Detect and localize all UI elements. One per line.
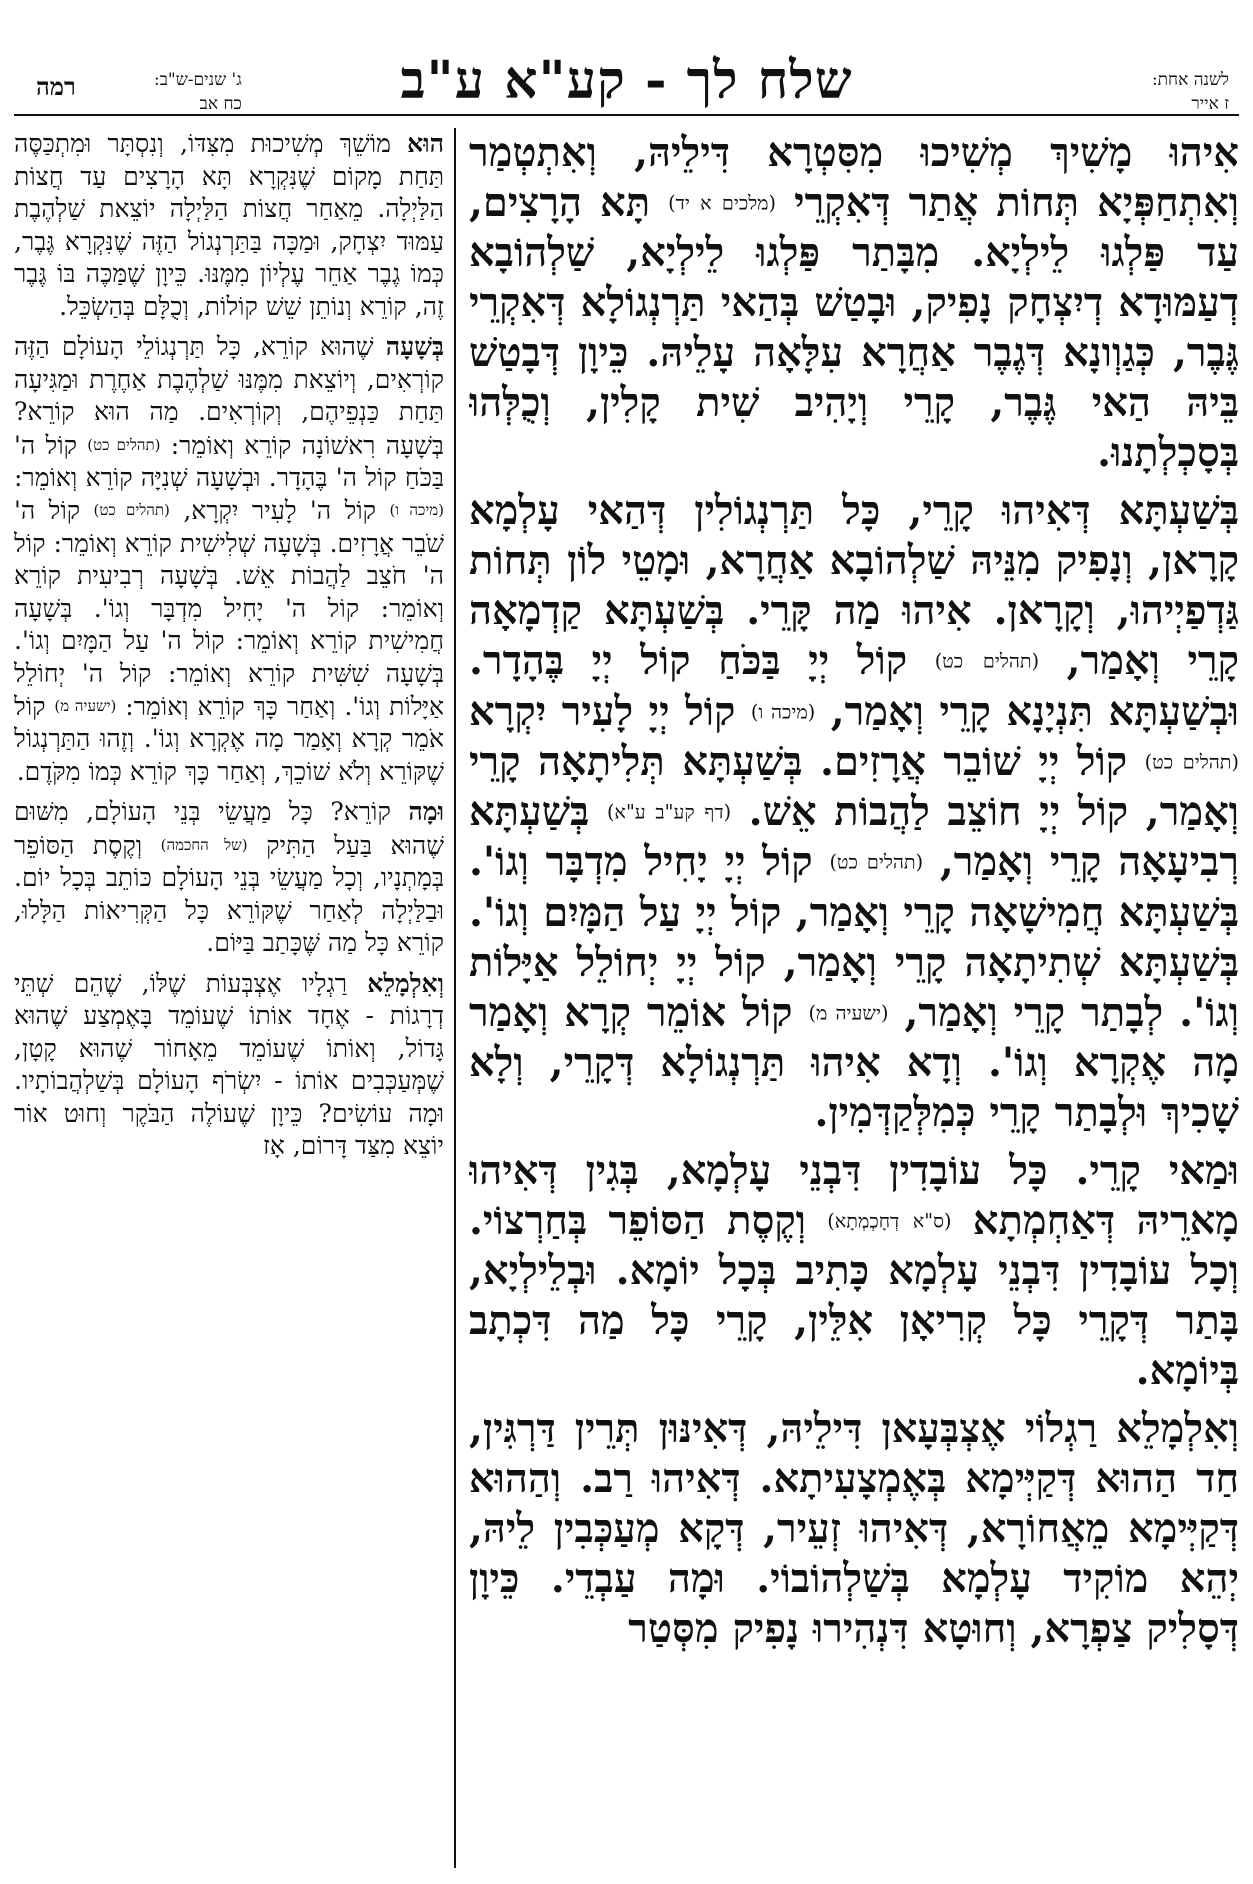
text-segment: וְקֶסֶת הַסּוֹפֵר בְּמָתְנָיו, וְכָל מַעֲשֵׂי בְּנֵי הָעוֹלָם כּוֹתֵב בְּכָל יוֹם. וּבַלַּיְלָה לְאַחַר שֶׁקּוֹרֵא כָּל הַקְּרִיאוֹת הַלָּלוּ, קוֹרֵא כָּל מַה שֶּׁכָּתַב בַּיּוֹם.: [14, 830, 444, 957]
text-segment: קוֹל אוֹמֵר קְרָא וְאָמַר מָה אֶקְרָא וְגוֹ'. וְדָא אִיהוּ תַּרְנְגוֹלָא דְּקָרֵי, וְלָא שָׁכִיךְ וּלְבָתַר קָרֵי כְּמִלְּקַדְּמִין.: [469, 988, 1239, 1136]
schedule-three-years-date: כח אב: [199, 94, 242, 114]
aramaic-paragraph-4: [469, 1404, 1239, 1654]
text-segment: קוֹרֵא? כָּל מַעֲשֵׂי בְּנֵי הָעוֹלָם, מִשּׁוּם שֶׁהוּא בַּעַל הַתִּיק: [14, 797, 444, 860]
hebrew-paragraph-2: [14, 331, 444, 788]
text-segment: שֶׁהוּא קוֹרֵא, כָּל תַּרְנְגוֹלֵי הָעוֹלָם הַזֶּה קוֹרְאִים, וְיוֹצֵאת מִמֶּנּוּ שַׁלְהֶבֶת אַחֶרֶת וּמַגִּיעָה תַּחַת כַּנְפֵיהֶם, וְקוֹרְאִים. מַה הוּא קוֹרֵא? בְּשָׁעָה רִאשׁוֹנָה קוֹרֵא וְאוֹמֵר:: [14, 332, 444, 460]
lead-word: וְאִלְמָלֵא: [367, 968, 444, 998]
source-reference: (מיכה ו): [389, 501, 444, 520]
schedule-three-years-label: ג' שנים-ש"ב:: [154, 70, 242, 90]
header-rule: [14, 114, 1239, 116]
source-reference: (תהלים כט): [87, 435, 161, 454]
source-reference: (ישעיה מ): [54, 697, 117, 715]
page-reference: (דף קע"ב ע"א): [606, 800, 732, 824]
page-name: רמה: [36, 72, 76, 101]
schedule-three-years: [154, 68, 242, 116]
schedule-one-year-label: לשנה אחת:: [1151, 70, 1229, 90]
text-segment: קוֹל יְיָ יָחִיל מִדְבָּר וְגוֹ'. בְּשַׁעְתָּא חֲמִישָׁאָה קָרֵי וְאָמַר, קוֹל יְיָ עַל הַמָּיִם וְגוֹ'. בְּשַׁעְתָּא שְׁתִיתָאָה קָרֵי וְאָמַר, קוֹל יְיָ יְחוֹלֵל אַיָּלוֹת וְגוֹ'. לְבָתַר קָרֵי וְאָמַר,: [469, 838, 1239, 1036]
zohar-page: [14, 10, 1239, 1874]
source-reference: (ישעיה מ): [808, 1000, 889, 1024]
lead-word: בְּשָׁעָה: [385, 332, 444, 361]
schedule-one-year-date: ז אייר: [1191, 94, 1229, 114]
page-header: [14, 10, 1239, 114]
aramaic-paragraph-1: [469, 128, 1239, 478]
gloss-reference: (של החכמה): [160, 835, 248, 854]
text-segment: מוֹשֵׁךְ מְשִׁיכוּת מִצִּדּוֹ, וְנִסְתָּר וּמִתְכַּסֶּה תַּחַת מָקוֹם שֶׁנִּקְרָא תָּא הָרָצִים עַד חֲצוֹת הַלַּיְלָה. מֵאַחַר חֲצוֹת הַלַּיְלָה יוֹצֵאת שַׁלְהֶבֶת עַמּוּד יִצְחָק, וּמַכָּה בַּתַּרְנְגוֹל הַזֶּה שֶׁנִּקְרָא גֶּבֶר, כְּמוֹ גֶבֶר אַחֵר עֶלְיוֹן מִמֶּנּוּ. כֵּיוָן שֶׁמַּכֶּה בּוֹ גֶּבֶר זֶה, קוֹרֵא וְנוֹתֵן שֵׁשׁ קוֹלוֹת, וְכֻלָּם בְּהַשְׂכֵּל.: [14, 129, 444, 321]
text-segment: קוֹל ה' לָעִיר יִקְרָא,: [169, 496, 390, 525]
text-segment: קוֹל ה' בַּכֹּחַ קוֹל ה' בֶּהָדָר. וּבְשָׁעָה שְׁנִיָּה קוֹרֵא וְאוֹמֵר:: [14, 430, 444, 492]
lead-word: הוּא: [407, 129, 444, 158]
aramaic-column: [469, 128, 1239, 1868]
source-reference: (תהלים כט): [1144, 750, 1239, 774]
text-segment: בְּשַׁעְתָּא רְבִיעָאָה קָרֵי וְאָמַר,: [469, 788, 1239, 886]
text-segment: וְקֶסֶת הַסּוֹפֵר בְּחַרְצוֹי. וְכָל עוֹבָדִין דִּבְנֵי עָלְמָא כָּתִיב בְּכָל יוֹמָא. וּבְלֵילְיָא, בָּתַר דְּקָרֵי כָּל קְרִיאָן אִלֵּין, קָרֵי כָּל מַה דִּכְתָב בְּיוֹמָא.: [469, 1196, 1239, 1395]
hebrew-paragraph-1: [14, 128, 444, 323]
source-reference: (מיכה ו): [750, 699, 816, 723]
text-segment: תָּא הָרָצִים, עַד פַּלְגוּ לֵילְיָא. מִבָּתַר פַּלְגוּ לֵילְיָא, שַׁלְהוֹבָא דְעַמּוּדָא דְיִצְחָק נָפִיק, וּבָטַשׁ בְּהַאי תַּרְנְגוֹלָא דְּאִקְרֵי גֶּבֶר, כְּגַוְונָא דְּגֶבֶר אַחֲרָא עִלָּאָה עָלֵיהּ. כֵּיוָן דְּבָטַשׁ בֵּיהּ הַאי גֶּבֶר, קָרֵי וְיָהִיב שִׁית קָלִין, וְכֻלְּהוּ בְּסָכְלְתָנוּ.: [469, 179, 1239, 477]
text-segment: בְּשַׁעְתָּא דְּאִיהוּ קָרֵי, כָּל תַּרְנְגוֹלִין דְּהַאי עָלְמָא קָרָאן, וְנָפִיק מִנֵּיהּ שַׁלְהוֹבָא אַחֲרָא, וּמָטֵי לוֹן תְּחוֹת גַּדְפַיְיהוּ, וְקָרָאן. אִיהוּ מַה קָּרֵי. בְּשַׁעְתָּא קַדְמָאָה קָרֵי וְאָמַר,: [469, 487, 1239, 685]
text-segment: קוֹל יְיָ שׁוֹבֵר אֲרָזִים. בְּשַׁעְתָּא תְּלִיתָאָה קָרֵי וְאָמַר, קוֹל יְיָ חוֹצֵב לַהֲבוֹת אֵשׁ.: [469, 737, 1239, 836]
text-segment: רַגְלָיו אֶצְבְּעוֹת שֶׁלּוֹ, שֶׁהֵם שְׁתֵּי דְרָגוֹת - אֶחָד אוֹתוֹ שֶׁעוֹמֵד בָּאֶמְצַע שֶׁהוּא גָּדוֹל, וְאוֹתוֹ שֶׁעוֹמֵד מֵאָחוֹר שֶׁהוּא קָטָן, שֶׁמְּעַכְּבִים אוֹתוֹ - יִשְׂרֹף הָעוֹלָם בְּשַׁלְהֲבוֹתָיו. וּמָה עוֹשִׂים? כֵּיוָן שֶׁעוֹלֶה הַבֹּקֶר וְחוּט אוֹר יוֹצֵא מִצַּד דָּרוֹם, אָז: [14, 968, 444, 1160]
text-segment: קוֹל אֹמֵר קְרָא וְאָמַר מָה אֶקְרָא וְגוֹ'. וְזֶהוּ הַתַּרְנְגוֹל שֶׁקּוֹרֵא וְלֹא שׁוֹכֵךְ, וְאַחַר כָּךְ קוֹרֵא כְּמוֹ מִקֹּדֶם.: [14, 691, 444, 786]
hebrew-paragraph-4: [14, 968, 444, 1163]
page-title: שלח לך - קע"א ע"ב: [400, 50, 853, 111]
source-reference: (תהלים כט): [93, 501, 170, 520]
text-segment: קוֹל יְיָ בַּכֹּחַ קוֹל יְיָ בֶּהָדָר. וּבְשַׁעְתָּא תִּנְיָנָא קָרֵי וְאָמַר,: [469, 637, 1239, 735]
hebrew-translation-column: [14, 128, 444, 1868]
source-reference: (מלכים א יד): [668, 191, 777, 215]
text-segment: וְאִלְמָלֵא רַגְלוֹי אֶצְבְּעָאן דִּילֵיהּ, דְּאִינּוּן תְּרֵין דַּרְגִּין, חַד הַהוּא דְּקַיְּימָא בְּאֶמְצָעִיתָא. דְּאִיהוּ רַב. וְהַהוּא דְּקַיְּימָא מֵאֲחוֹרָא, דְּאִיהוּ זְעֵיר, דְּקָא מְעַכְּבִין לֵיהּ, יְהֵא מוֹקִיד עָלְמָא בְּשַׁלְהוֹבוֹי. וּמָה עַבְדֵי. כֵּיוָן דְּסָלִיק צַפְרָא, וְחוּטָא דִּנְהִירוּ נָפִיק מִסְּטַר: [469, 1405, 1239, 1653]
aramaic-paragraph-2: [469, 486, 1239, 1138]
lead-word: וּמָה: [408, 797, 444, 827]
text-segment: קוֹל ה' שֹׁבֵר אֲרָזִים. בְּשָׁעָה שְׁלִישִׁית קוֹרֵא וְאוֹמֵר: קוֹל ה' חֹצֵב לַהֲבוֹת אֵשׁ. בְּשָׁעָה רְבִיעִית קוֹרֵא וְאוֹמֵר: קוֹל ה' יָחִיל מִדְבָּר וְגוֹ'. בְּשָׁעָה חֲמִישִׁית קוֹרֵא וְאוֹמֵר: קוֹל ה' עַל הַמָּיִם וְגוֹ'. בְּשָׁעָה שִׁשִּׁית קוֹרֵא וְאוֹמֵר: קוֹל ה' יְחוֹלֵל אַיָּלוֹת וְגוֹ'. וְאַחַר כָּךְ קוֹרֵא וְאוֹמֵר:: [14, 496, 444, 721]
text-segment: וּמַאי קָרֵי. כָּל עוֹבָדִין דִּבְנֵי עָלְמָא, בְּגִין דְּאִיהוּ מָארֵיהּ דְּאַחְמְתָא: [469, 1146, 1239, 1244]
variant-reading: (ס"א דְחָכְמְתָא): [827, 1209, 952, 1233]
aramaic-paragraph-3: [469, 1146, 1239, 1396]
source-reference: (תהלים כט): [934, 649, 1040, 673]
text-segment: קוֹל יְיָ לָעִיר יִקְרָא: [469, 687, 751, 735]
column-divider: [454, 128, 456, 1868]
text-segment: אִיהוּ מָשִׁיךְ מְשִׁיכוּ מִסִּטְרָא דִּילֵיהּ, וְאִתְטְמַר וְאִתְחַפְּיָא תְּחוֹת אֲתַר דְּאִקְרֵי: [469, 129, 1239, 226]
source-reference: (תהלים כט): [829, 850, 924, 874]
hebrew-paragraph-3: [14, 796, 444, 959]
